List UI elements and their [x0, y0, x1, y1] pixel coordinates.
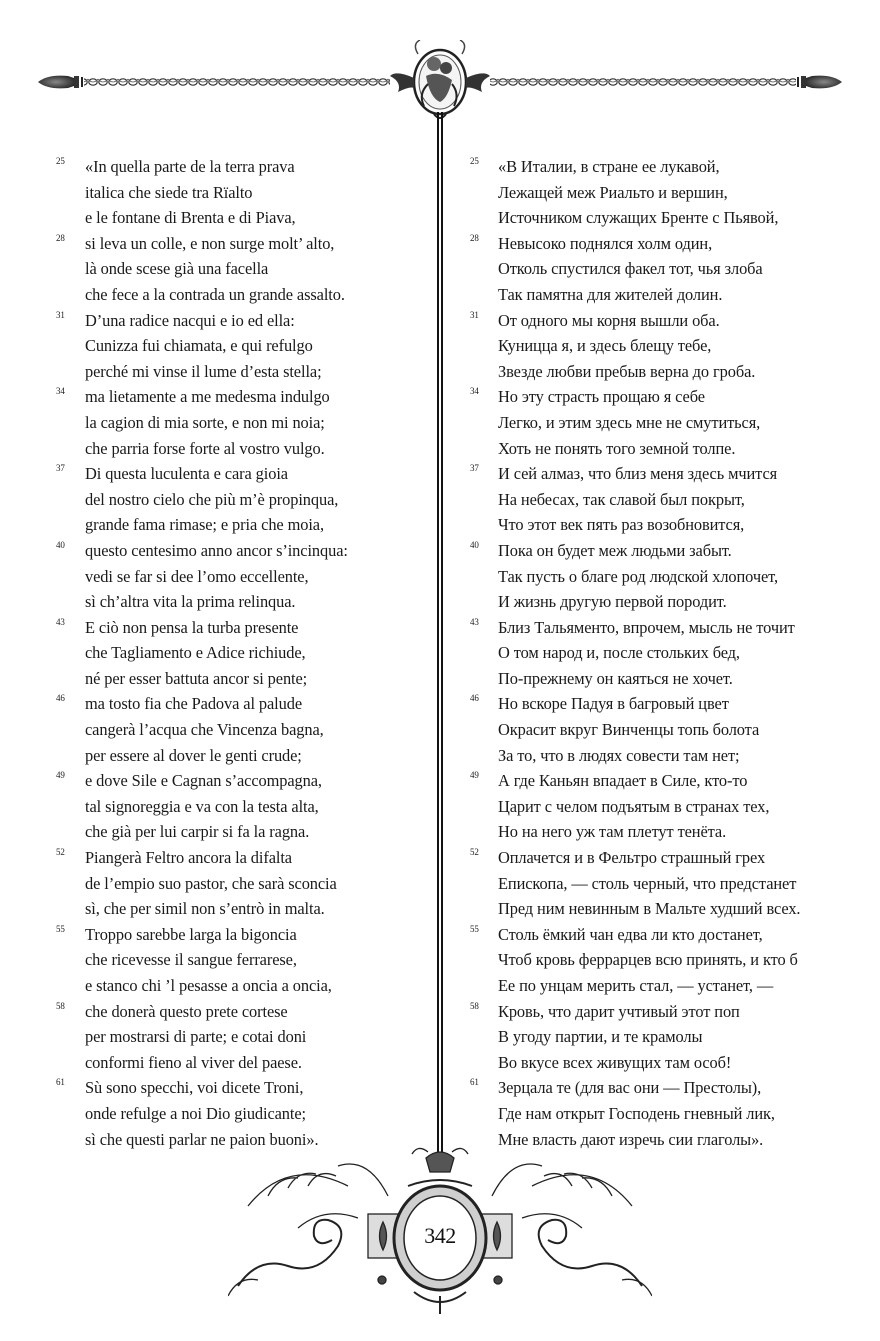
verse-text: Зерцала те (для вас они — Престолы),: [498, 1078, 762, 1098]
verse-number: 34: [470, 386, 479, 397]
verse-text: Пока он будет меж людьми забыт.: [498, 540, 732, 560]
verse-text: la cagion di mia sorte, e non mi noia;: [85, 412, 325, 432]
verse-line: [56, 717, 426, 743]
verse-text: che ricevesse il sangue ferrarese,: [85, 950, 297, 970]
verse-line: [56, 564, 426, 590]
verse-text: tal signoreggia e va con la testa alta,: [85, 796, 319, 816]
verse-line: [470, 1075, 860, 1101]
verse-line: [470, 384, 860, 410]
verse-text: italica che siede tra Rïalto: [85, 182, 253, 202]
verse-text: per mostrarsi di parte; e cotai doni: [85, 1027, 307, 1047]
verse-line: [56, 436, 426, 462]
verse-text: che donerà questo prete cortese: [85, 1001, 288, 1021]
verse-line: [470, 1050, 860, 1076]
verse-number: 31: [470, 309, 479, 320]
verse-line: [56, 410, 426, 436]
verse-number: 31: [56, 309, 65, 320]
verse-text: Столь ёмкий чан едва ли кто достанет,: [498, 924, 763, 944]
verse-text: Так памятна для жителей долин.: [498, 284, 723, 304]
verse-line: [56, 180, 426, 206]
verse-text: Куницца я, и здесь блещу тебе,: [498, 336, 712, 356]
verse-text: Но эту страсть прощаю я себе: [498, 387, 705, 407]
verse-text: Хоть не понять того земной толпе.: [498, 438, 736, 458]
verse-line: [470, 922, 860, 948]
verse-text: Что этот век пять раз возобновится,: [498, 515, 745, 535]
verse-text: sì ch’altra vita la prima relinqua.: [85, 592, 296, 612]
verse-text: Отколь спустился факел тот, чья злоба: [498, 259, 763, 279]
verse-text: là onde scese già una facella: [85, 259, 269, 279]
verse-text: perché mi vinse il lume d’esta stella;: [85, 361, 322, 381]
verse-line: [56, 333, 426, 359]
verse-text: А где Каньян впадает в Силе, кто-то: [498, 771, 748, 791]
verse-text: si leva un colle, e non surge molt’ alto,: [85, 233, 335, 253]
verse-line: [56, 256, 426, 282]
verse-line: [56, 999, 426, 1025]
verse-line: [56, 359, 426, 385]
verse-line: [56, 538, 426, 564]
verse-text: ma lietamente a me medesma indulgo: [85, 387, 330, 407]
verse-line: [470, 691, 860, 717]
verse-text: «In quella parte de la terra prava: [85, 157, 295, 176]
verse-line: [56, 640, 426, 666]
verse-text: per essere al dover le genti crude;: [85, 745, 302, 765]
verse-line: [56, 615, 426, 641]
verse-text: О том народ и, после стольких бед,: [498, 643, 740, 663]
verse-number: 58: [56, 1000, 65, 1011]
verse-line: [470, 231, 860, 257]
verse-line: [56, 487, 426, 513]
verse-line: [56, 384, 426, 410]
verse-line: [470, 538, 860, 564]
verse-line: [56, 871, 426, 897]
verse-number: 61: [470, 1077, 479, 1088]
verse-number: 37: [56, 463, 65, 474]
verse-number: 37: [470, 463, 479, 474]
verse-text: e le fontane di Brenta e di Piava,: [85, 208, 296, 228]
verse-line: [56, 691, 426, 717]
verse-line: [56, 1075, 426, 1101]
verse-number: 43: [56, 616, 65, 627]
verse-line: [56, 947, 426, 973]
verse-text: questo centesimo anno ancor s’incinqua:: [85, 540, 348, 560]
verse-line: [470, 564, 860, 590]
verse-line: [470, 973, 860, 999]
cherub-cartouche-icon: [388, 40, 492, 122]
verse-number: 25: [56, 156, 65, 166]
verse-text: Во вкусе всех живущих там особ!: [498, 1052, 732, 1072]
verse-line: [56, 205, 426, 231]
verse-text: che Tagliamento e Adice richiude,: [85, 643, 306, 663]
verse-text: sì, che per simil non s’entrò in malta.: [85, 899, 325, 919]
verse-line: [56, 231, 426, 257]
verse-text: D’una radice nacqui e io ed ella:: [85, 310, 295, 330]
verse-line: [470, 896, 860, 922]
verse-line: [56, 1024, 426, 1050]
verse-text: che fece a la contrada un grande assalto.: [85, 284, 345, 304]
verse-text: Звезде любви пребыв верна до гроба.: [498, 361, 756, 381]
verse-line: [470, 154, 860, 180]
verse-text: che parria forse forte al vostro vulgo.: [85, 438, 325, 458]
verse-line: [470, 205, 860, 231]
verse-text: del nostro cielo che più m’è propinqua,: [85, 489, 339, 509]
verse-number: 40: [470, 539, 479, 550]
verse-line: [56, 512, 426, 538]
verse-text: И жизнь другую первой породит.: [498, 592, 727, 612]
verse-text: Но вскоре Падуя в багровый цвет: [498, 694, 729, 714]
verse-line: [470, 999, 860, 1025]
verse-text: Легко, и этим здесь мне не смутиться,: [498, 412, 761, 432]
verse-text: Troppo sarebbe larga la bigoncia: [85, 924, 297, 944]
left-rope: [84, 77, 390, 87]
verse-line: [56, 973, 426, 999]
verse-line: [56, 922, 426, 948]
verse-text: Где нам открыт Господень гневный лик,: [498, 1103, 775, 1123]
verse-number: 43: [470, 616, 479, 627]
verse-line: [56, 282, 426, 308]
verse-text: e dove Sile e Cagnan s’accompagna,: [85, 771, 322, 791]
verse-text: onde refulge a noi Dio giudicante;: [85, 1103, 306, 1123]
verse-line: [56, 154, 426, 180]
verse-text: Епископа, — столь черный, что предстанет: [498, 873, 797, 893]
verse-text: Источником служащих Бренте с Пьявой,: [498, 208, 779, 228]
verse-text: sì che questi parlar ne paion buoni».: [85, 1129, 319, 1149]
verse-number: 34: [56, 386, 65, 397]
verse-text: Оплачется и в Фельтро страшный грех: [498, 848, 766, 868]
verse-text: cangerà l’acqua che Vincenza bagna,: [85, 720, 324, 740]
verse-line: [470, 743, 860, 769]
verse-line: [470, 180, 860, 206]
verse-text: Мне власть дают изречь сии глаголы».: [498, 1129, 764, 1149]
verse-text: Царит с челом подъятым в странах тех,: [498, 796, 770, 816]
verse-line: [470, 436, 860, 462]
right-rope: [490, 77, 796, 87]
verse-line: [56, 819, 426, 845]
verse-line: [56, 768, 426, 794]
verse-text: За то, что в людях совести там нет;: [498, 745, 740, 765]
verse-text: ma tosto fia che Padova al palude: [85, 694, 302, 714]
verse-line: [56, 308, 426, 334]
verse-line: [470, 717, 860, 743]
verse-number: 28: [56, 232, 65, 243]
verse-line: [470, 794, 860, 820]
verse-line: [470, 512, 860, 538]
verse-text: e stanco chi ’l pesasse a oncia a oncia,: [85, 976, 332, 995]
verse-text: grande fama rimase; e pria che moia,: [85, 515, 324, 535]
verse-number: 58: [470, 1000, 479, 1011]
italian-column: [56, 154, 426, 1152]
verse-text: От одного мы корня вышли оба.: [498, 310, 720, 330]
verse-number: 46: [56, 693, 65, 704]
right-finial-icon: [797, 76, 842, 89]
verse-line: [470, 871, 860, 897]
verse-text: Лежащей меж Риальто и вершин,: [498, 182, 728, 202]
verse-text: Piangerà Feltro ancora la difalta: [85, 848, 292, 868]
verse-number: 52: [56, 847, 65, 858]
verse-line: [56, 743, 426, 769]
verse-number: 40: [56, 539, 65, 550]
verse-number: 61: [56, 1077, 65, 1088]
verse-line: [470, 282, 860, 308]
verse-line: [470, 819, 860, 845]
verse-line: [470, 359, 860, 385]
verse-line: [470, 1024, 860, 1050]
verse-number: 49: [56, 770, 65, 781]
verse-line: [470, 410, 860, 436]
verse-text: de l’empio suo pastor, che sarà sconcia: [85, 873, 337, 893]
verse-text: Пред ним невинным в Мальте худший всех.: [498, 899, 801, 919]
verse-line: [56, 1050, 426, 1076]
verse-text: На небесах, так славой был покрыт,: [498, 489, 745, 509]
verse-line: [470, 615, 860, 641]
verse-text: «В Италии, в стране ее лукавой,: [498, 157, 720, 176]
verse-line: [56, 461, 426, 487]
verse-text: И сей алмаз, что близ меня здесь мчится: [498, 464, 778, 484]
verse-number: 46: [470, 693, 479, 704]
verse-text: Кровь, что дарит учтивый этот поп: [498, 1001, 740, 1021]
verse-text: Di questa luculenta e cara gioia: [85, 464, 288, 484]
verse-text: che già per lui carpir si fa la ragna.: [85, 822, 310, 842]
left-finial-icon: [38, 76, 83, 89]
verse-line: [470, 333, 860, 359]
verse-text: Cunizza fui chiamata, e qui refulgo: [85, 336, 313, 356]
verse-line: [56, 666, 426, 692]
verse-text: vedi se far si dee l’omo eccellente,: [85, 566, 309, 586]
verse-text: Невысоко поднялся холм один,: [498, 233, 713, 253]
verse-line: [56, 896, 426, 922]
verse-text: Близ Тальяменто, впрочем, мысль не точит: [498, 617, 795, 637]
verse-text: né per esser battuta ancor si pente;: [85, 668, 308, 688]
verse-number: 52: [470, 847, 479, 858]
verse-line: [470, 461, 860, 487]
verse-line: [470, 256, 860, 282]
verse-text: Так пусть о благе род людской хлопочет,: [498, 566, 778, 586]
verse-line: [56, 1101, 426, 1127]
verse-text: В угоду партии, и те крамолы: [498, 1027, 703, 1047]
verse-line: [470, 768, 860, 794]
verse-text: conformi fieno al viver del paese.: [85, 1052, 302, 1072]
verse-text: Окрасит вкруг Винченцы топь болота: [498, 720, 760, 740]
verse-line: [470, 947, 860, 973]
verse-line: [56, 589, 426, 615]
verse-text: Sù sono specchi, voi dicete Troni,: [85, 1078, 304, 1098]
verse-line: [470, 487, 860, 513]
verse-line: [470, 589, 860, 615]
verse-number: 28: [470, 232, 479, 243]
verse-text: E ciò non pensa la turba presente: [85, 617, 299, 637]
page-number: 342: [424, 1223, 456, 1248]
verse-line: [470, 666, 860, 692]
russian-column: [470, 154, 860, 1152]
verse-number: 25: [470, 156, 479, 166]
verse-number: 49: [470, 770, 479, 781]
verse-text: Чтоб кровь феррарцев всю принять, и кто б: [498, 950, 798, 970]
verse-line: [56, 794, 426, 820]
verse-text: Но на него уж там плетут тенёта.: [498, 822, 727, 842]
verse-line: [470, 640, 860, 666]
verse-text: По-прежнему он каяться не хочет.: [498, 668, 733, 688]
column-divider: [437, 112, 443, 1152]
verse-line: [470, 845, 860, 871]
verse-number: 55: [470, 923, 479, 934]
verse-number: 55: [56, 923, 65, 934]
verse-line: [56, 845, 426, 871]
verse-line: [470, 308, 860, 334]
verse-text: Ее по унцам мерить стал, — устанет, —: [498, 976, 774, 995]
verse-line: [470, 1101, 860, 1127]
